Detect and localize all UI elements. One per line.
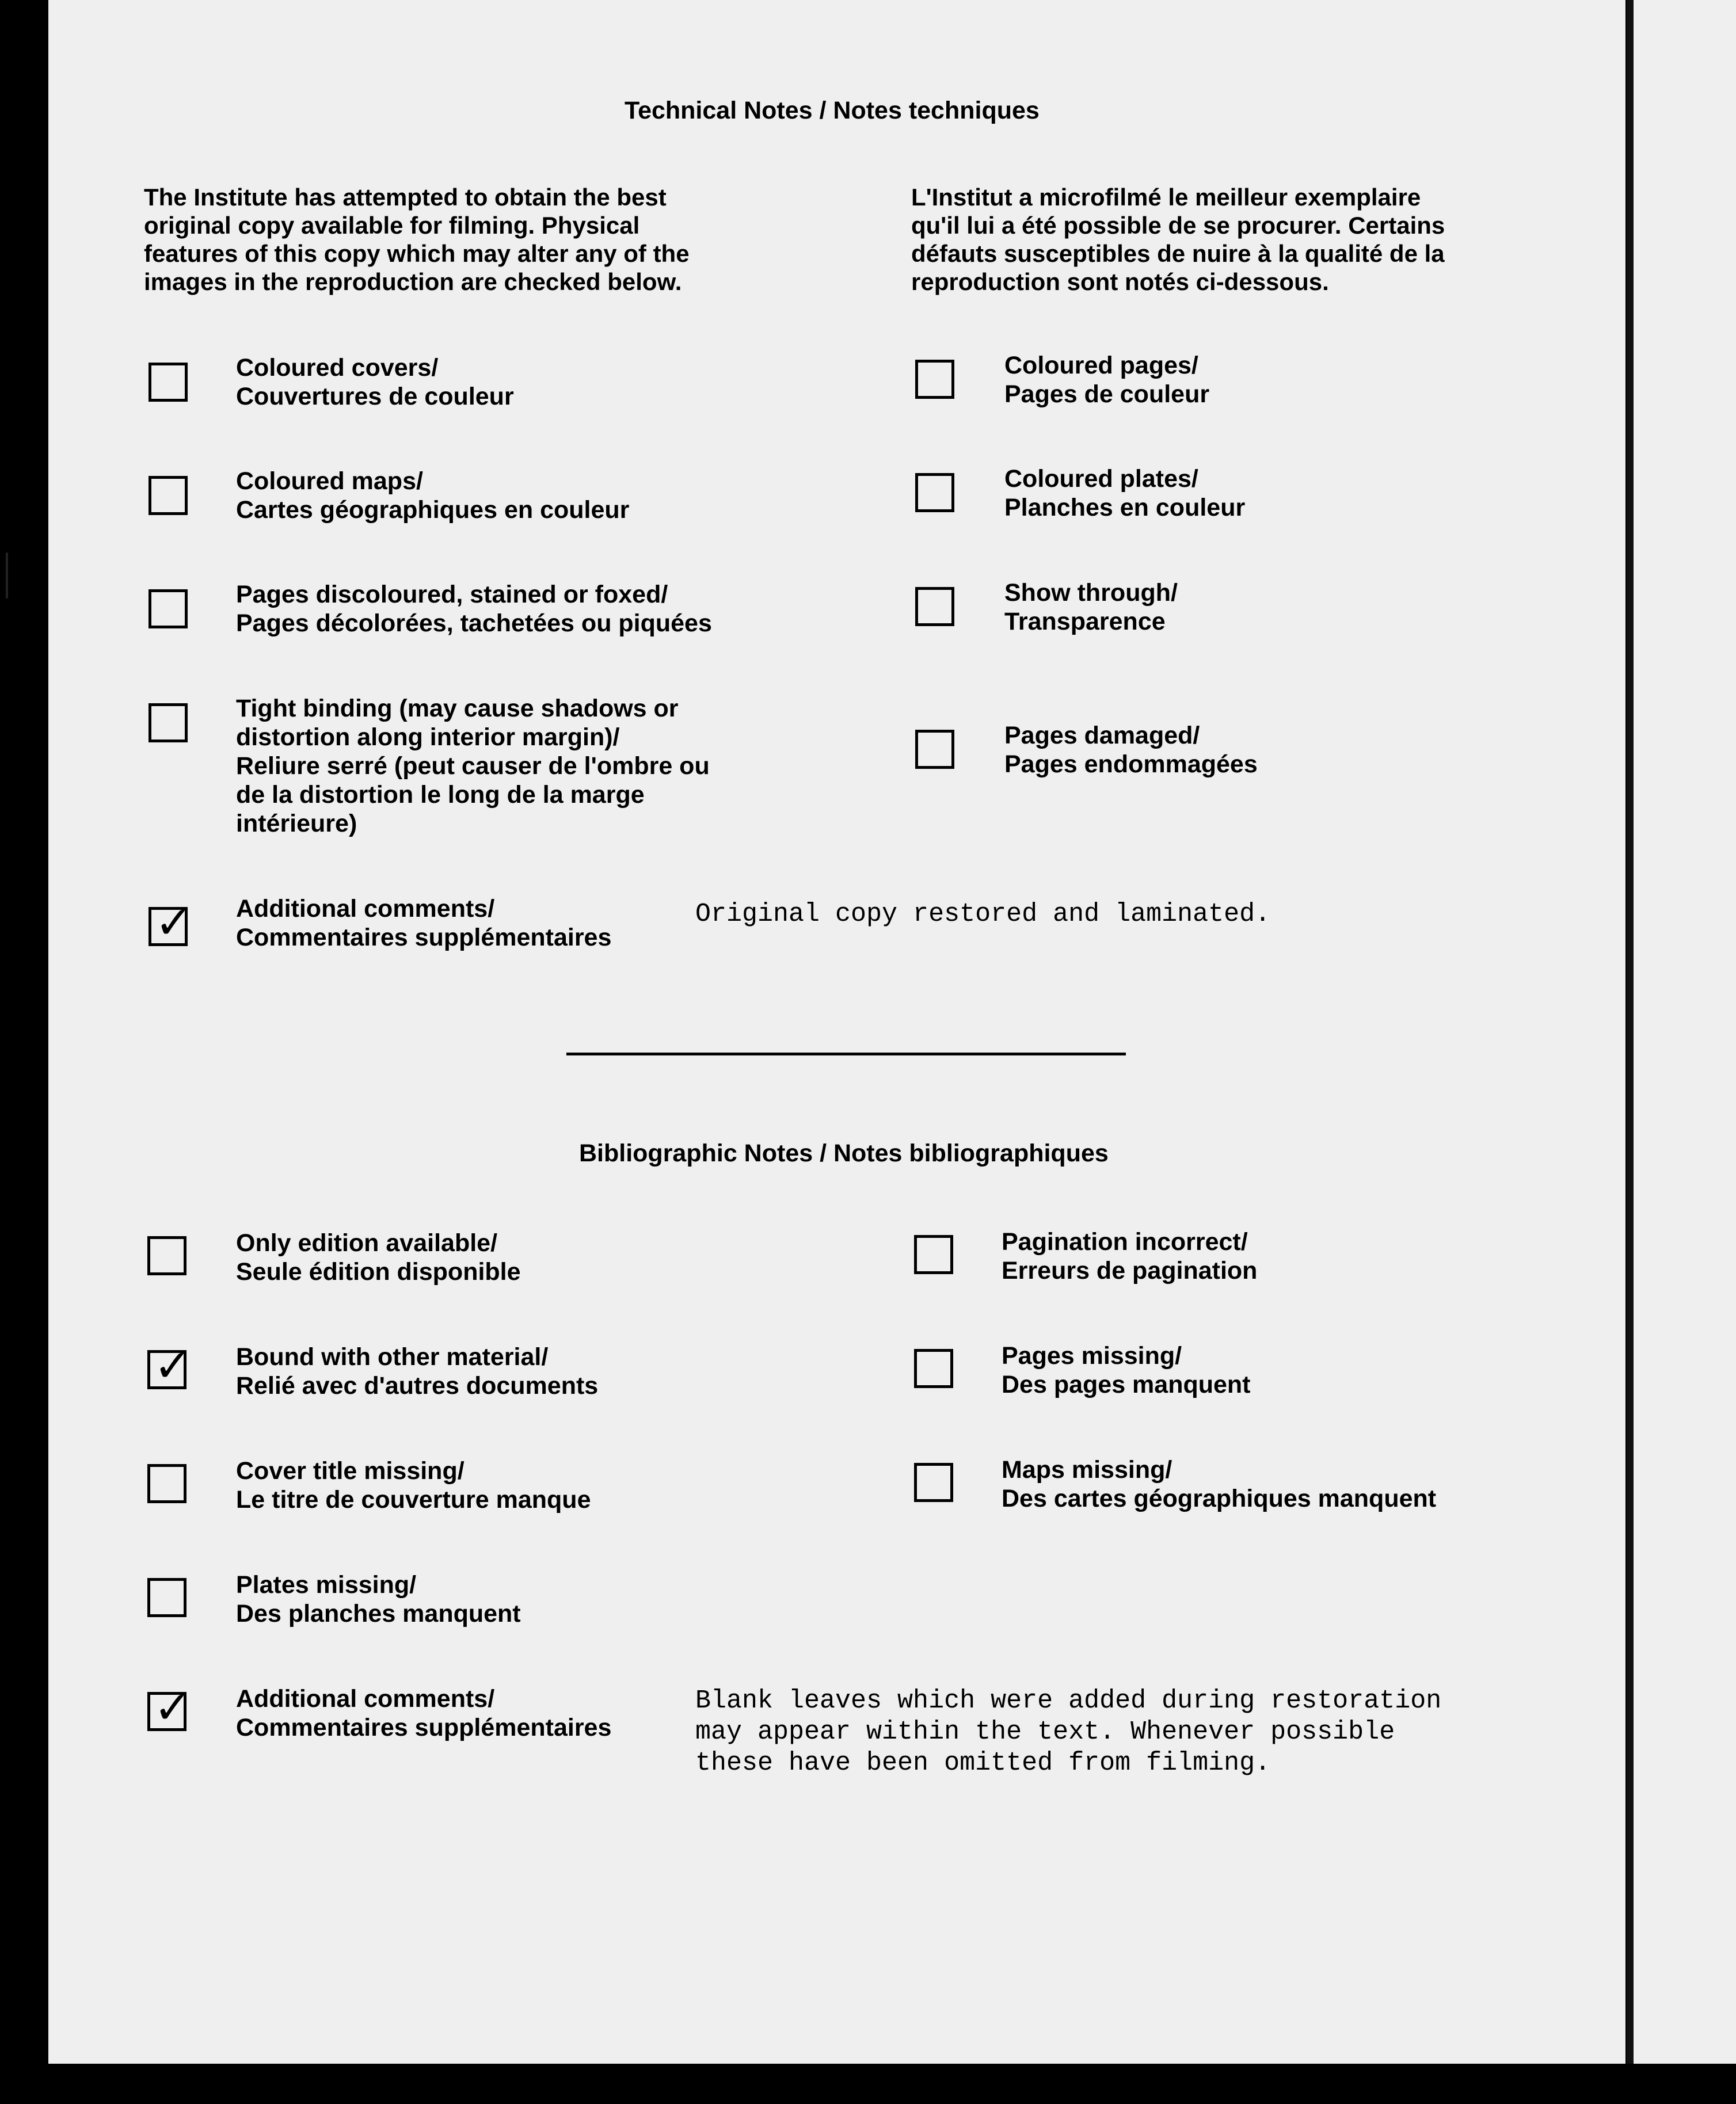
checkbox-pages-missing[interactable] [914,1349,953,1388]
bibliographic-comment-text: Blank leaves which were added during restoration may appear within the text. Whenever possible these have been omitted from filming. [695,1686,1442,1778]
technical-intro-french: L'Institut a microfilmé le meilleur exemplaire qu'il lui a été possible de se procurer. Certains défauts susceptibles de nuire à la qualité de la reproduction sont notés ci-dessous. [911,184,1445,295]
label-bibliographic-additional-comments: Additional comments/ Commentaires supplémentaires [236,1685,612,1741]
checkbox-show-through[interactable] [915,587,954,626]
label-coloured-pages: Coloured pages/ Pages de couleur [1004,352,1210,408]
label-pages-missing: Pages missing/ Des pages manquent [1002,1342,1251,1398]
checkbox-cover-title-missing[interactable] [147,1464,186,1503]
scan-speck [13,1174,18,1180]
label-maps-missing: Maps missing/ Des cartes géographiques manquent [1002,1456,1437,1512]
check-mark-icon: ✓ [154,1682,192,1734]
checkbox-only-edition[interactable] [147,1236,186,1275]
checkbox-pages-discoloured[interactable] [149,589,188,628]
checkbox-pages-damaged[interactable] [915,730,954,769]
label-pagination-incorrect: Pagination incorrect/ Erreurs de pagination [1002,1228,1258,1284]
label-cover-title-missing: Cover title missing/ Le titre de couverture manque [236,1457,591,1514]
scan-speck [8,1082,14,1090]
label-coloured-covers: Coloured covers/ Couvertures de couleur [236,354,514,410]
bibliographic-notes-title: Bibliographic Notes / Notes bibliographiques [579,1139,1109,1167]
label-tight-binding: Tight binding (may cause shadows or distortion along interior margin)/ Reliure serré (peut causer de l'ombre ou de la distortion le long de la marge intérieure) [236,695,710,837]
section-divider [566,1053,1126,1055]
checkbox-bibliographic-additional-comments[interactable] [147,1682,192,1734]
technical-intro-english: The Institute has attempted to obtain the best original copy available for filming. Physical features of this copy which may alter any of the images in the reproduction are checked below. [144,184,690,295]
page-gutter [1627,0,1634,2064]
label-technical-additional-comments: Additional comments/ Commentaires supplémentaires [236,895,612,951]
label-coloured-maps: Coloured maps/ Cartes géographiques en couleur [236,467,630,524]
label-pages-damaged: Pages damaged/ Pages endommagées [1004,722,1258,778]
check-mark-icon: ✓ [155,897,193,949]
checkbox-plates-missing[interactable] [147,1578,186,1617]
label-pages-discoloured: Pages discoloured, stained or foxed/ Pages décolorées, tachetées ou piquées [236,581,712,637]
scan-speck [23,1629,26,1639]
checkbox-pagination-incorrect[interactable] [914,1235,953,1274]
label-plates-missing: Plates missing/ Des planches manquent [236,1571,521,1627]
check-mark-icon: ✓ [154,1340,192,1392]
checkbox-coloured-plates[interactable] [915,473,954,512]
adjacent-page [1634,0,1736,2064]
checkbox-tight-binding[interactable] [149,703,188,742]
technical-notes-title: Technical Notes / Notes techniques [625,97,1040,124]
checkbox-bound-with-other[interactable] [147,1340,192,1392]
label-coloured-plates: Coloured plates/ Planches en couleur [1004,465,1246,521]
checkbox-coloured-pages[interactable] [915,360,954,399]
checkbox-coloured-maps[interactable] [149,476,188,515]
technical-comment-text: Original copy restored and laminated. [695,899,1271,929]
scan-speck [6,552,8,599]
label-bound-with-other: Bound with other material/ Relié avec d'autres documents [236,1343,599,1400]
checkbox-maps-missing[interactable] [914,1463,953,1502]
label-only-edition: Only edition available/ Seule édition disponible [236,1229,521,1286]
checkbox-technical-additional-comments[interactable] [149,897,193,949]
checkbox-coloured-covers[interactable] [149,363,188,402]
label-show-through: Show through/ Transparence [1004,579,1178,635]
